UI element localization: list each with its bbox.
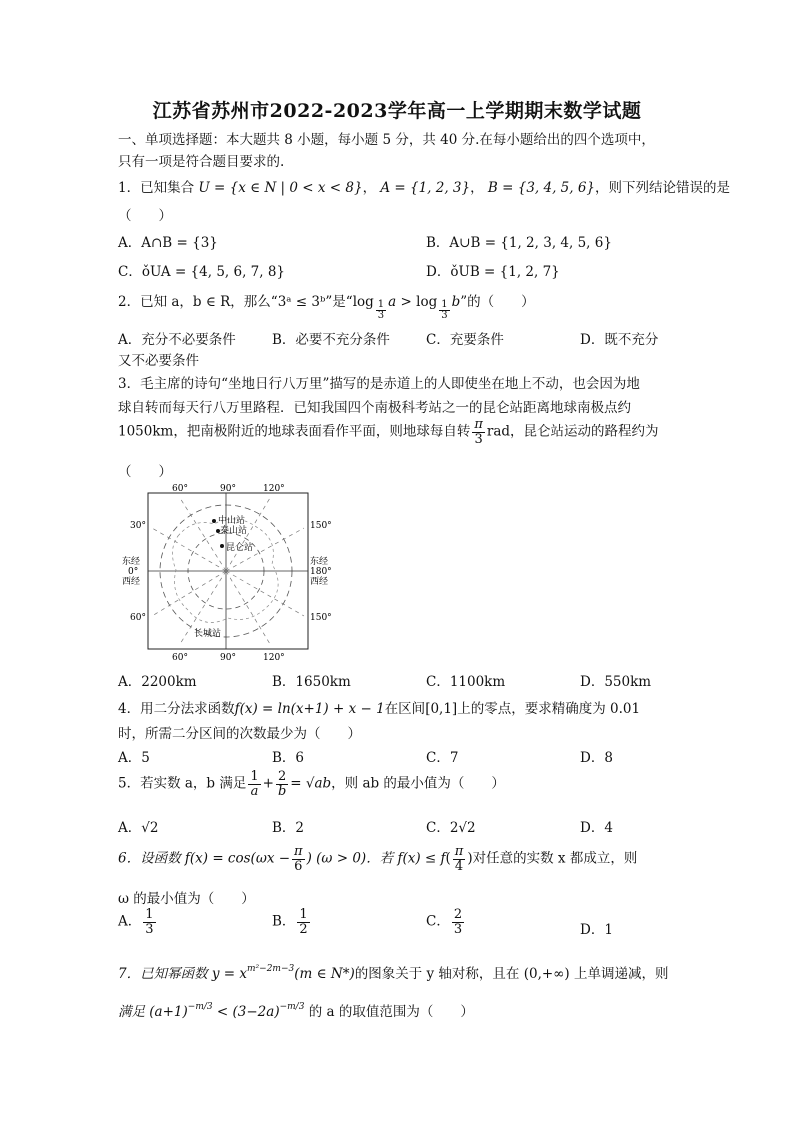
q6-mid: ．若 f(x) ≤ f xyxy=(366,850,446,867)
station-taishan-label: 泰山站 xyxy=(220,526,248,536)
q4-option-b[interactable]: B．6 xyxy=(272,750,305,766)
q2-var-a: a xyxy=(388,294,397,310)
q4-prefix: 4．用二分法求函数 xyxy=(118,701,235,717)
station-changcheng-label: 长城站 xyxy=(194,629,222,639)
q6-option-d[interactable]: D．1 xyxy=(580,922,613,938)
q7-exponent: m²−2m−3 xyxy=(247,964,295,974)
q7-line1 xyxy=(118,962,668,982)
q3-line3-suffix: rad，昆仑站运动的路程约为 xyxy=(486,423,659,440)
q7-line2-mid: < (3−2a) xyxy=(212,1004,280,1020)
map-label-left-zero: 0° xyxy=(128,567,139,577)
q3-line2: 球自转而每天行八万里路程．已知我国四个南极科考站之一的昆仑站距离地球南极点约 xyxy=(118,400,631,416)
q7-line2 xyxy=(118,1000,474,1020)
station-kunlun-label: 昆仑站 xyxy=(226,543,254,553)
station-zhongshan-marker xyxy=(212,519,216,523)
map-label-right-east: 东经 xyxy=(310,557,329,567)
q2-option-a[interactable]: A．充分不必要条件 xyxy=(118,332,236,348)
map-label-top-60: 60° xyxy=(172,484,188,494)
map-label-left-60: 60° xyxy=(130,613,146,623)
q4-mid: 在区间 xyxy=(384,701,426,717)
q7-line2-prefix: 满足 (a+1) xyxy=(118,1004,188,1020)
map-label-left-30: 30° xyxy=(130,521,146,531)
q2-log-base-b: $\frac{1}{3}$ xyxy=(441,298,448,321)
q4-suffix: 上的零点，要求精确度为 0.01 xyxy=(457,701,641,717)
q5-option-b[interactable]: B．2 xyxy=(272,820,305,836)
q3-option-b[interactable]: B．1650km xyxy=(272,674,351,690)
q1-suffix: ，则下列结论错误的是 xyxy=(595,180,731,196)
q1-option-a[interactable]: A．A∩B = {3} xyxy=(118,235,218,251)
q4-option-c[interactable]: C．7 xyxy=(426,750,459,766)
map-radial-w150 xyxy=(226,571,304,616)
q6-option-a[interactable]: A． $\frac{1}{3}$ xyxy=(118,907,154,937)
q7-exponent-3: −m/3 xyxy=(279,1002,305,1012)
q1-paren: （ ） xyxy=(118,208,172,224)
q5-fraction-2: $\frac{2}{b}$ xyxy=(277,769,287,799)
map-label-right-west: 西经 xyxy=(310,577,329,587)
q4-line2: 时，所需二分区间的次数最少为（ ） xyxy=(118,726,361,742)
q1-option-b[interactable]: B．A∪B = {1, 2, 3, 4, 5, 6} xyxy=(426,235,612,251)
q3-option-d[interactable]: D．550km xyxy=(580,674,652,690)
q3-line3-prefix: 1050km，把南极附近的地球表面看作平面，则地球每自转 xyxy=(118,423,471,440)
map-label-left-west: 西经 xyxy=(122,577,141,587)
map-label-right-150: 150° xyxy=(310,521,332,531)
q1-prefix: 1．已知集合 xyxy=(118,180,195,196)
q6-option-b-fraction: $\frac{1}{2}$ xyxy=(299,907,308,937)
q3-fraction: $\frac{\pi}{3}$ xyxy=(474,417,483,447)
q5-option-c[interactable]: C．2√2 xyxy=(426,820,476,836)
map-label-bottom-120: 120° xyxy=(263,653,285,663)
q6-stem: 6．设函数 f(x) = cos(ωx − $\frac{\pi}{6}$ ) (ω > 0)．若 f(x) ≤ f( $\frac{\pi}{4}$ )对任意的实数 x 都成立，则 xyxy=(118,844,638,874)
q6-prefix: 6．设函数 f(x) = cos xyxy=(118,850,251,867)
map-label-top-120: 120° xyxy=(263,484,285,494)
q6-arg2-fraction: $\frac{\pi}{4}$ xyxy=(454,844,464,874)
q1-set-b: B = {3, 4, 5, 6} xyxy=(487,180,596,196)
q4-line1 xyxy=(118,697,640,717)
q4-function: f(x) = ln(x+1) + x − 1 xyxy=(234,701,385,717)
page-title: 江苏省苏州市2022-2023学年高一上学期期末数学试题 xyxy=(152,100,642,122)
map-label-bottom-90: 90° xyxy=(220,653,236,663)
q6-option-c-fraction: $\frac{2}{3}$ xyxy=(453,907,463,937)
q2-option-b[interactable]: B．必要不充分条件 xyxy=(272,332,390,348)
q2-suffix: ”的（ ） xyxy=(460,294,535,310)
q5-stem xyxy=(118,770,505,798)
q1-set-u: U = {x ∈ N | 0 < x < 8} xyxy=(198,180,363,196)
q4-interval: [0,1] xyxy=(425,701,458,717)
q7-line2-suffix: 的 a 的取值范围为（ ） xyxy=(304,1004,474,1020)
station-zhongshan-label: 中山站 xyxy=(218,516,246,526)
q2-log-a: log xyxy=(352,294,374,310)
antarctic-map-figure xyxy=(118,478,338,664)
q1-option-d[interactable]: D．ǒUB = {1, 2, 7} xyxy=(426,264,560,280)
q3-option-c[interactable]: C．1100km xyxy=(426,674,506,690)
q3-line3 xyxy=(118,418,659,446)
q5-option-a[interactable]: A．√2 xyxy=(118,820,159,836)
map-radial-30 xyxy=(152,528,226,571)
q5-equation-rhs: = √ab xyxy=(290,775,332,792)
q6-suffix: 对任意的实数 x 都成立，则 xyxy=(472,850,638,867)
map-label-bottom-60: 60° xyxy=(172,653,188,663)
q6-arg-pre: (ωx − xyxy=(250,850,291,867)
section-heading-line1: 一、单项选择题：本大题共 8 小题，每小题 5 分，共 40 分.在每小题给出的四个选项中， xyxy=(118,132,655,148)
q7-exponent-2: −m/3 xyxy=(187,1002,213,1012)
q2-prefix: 2．已知 a，b ∈ R，那么“3ᵃ ≤ 3ᵇ”是“ xyxy=(118,294,353,310)
q5-fraction-1: $\frac{1}{a}$ xyxy=(250,769,259,799)
q5-suffix: ，则 ab 的最小值为（ ） xyxy=(331,775,505,792)
q2-option-d[interactable]: D．既不充分 xyxy=(580,332,659,348)
q5-plus: + xyxy=(262,775,274,792)
q6-option-a-fraction: $\frac{1}{3}$ xyxy=(145,907,154,937)
q4-option-d[interactable]: D．8 xyxy=(580,750,613,766)
q6-option-b[interactable]: B． $\frac{1}{2}$ xyxy=(272,907,308,937)
q5-option-d[interactable]: D．4 xyxy=(580,820,613,836)
q2-log-base-a: $\frac{1}{3}$ xyxy=(377,298,385,321)
q7-suffix: 的图象关于 y 轴对称，且在 (0,+∞) 上单调递减，则 xyxy=(354,966,669,982)
map-label-left-east: 东经 xyxy=(122,557,141,567)
section-heading-line2: 只有一项是符合题目要求的. xyxy=(118,154,285,170)
q6-arg-post: ) (ω > 0) xyxy=(306,850,367,867)
q2-option-c[interactable]: C．充要条件 xyxy=(426,332,504,348)
q2-option-d-wrap: 又不必要条件 xyxy=(118,353,199,369)
q1-option-c[interactable]: C．ǒUA = {4, 5, 6, 7, 8} xyxy=(118,264,286,280)
q3-option-a[interactable]: A．2200km xyxy=(118,674,197,690)
q6-arg-fraction: $\frac{\pi}{6}$ xyxy=(294,844,303,874)
q7-prefix: 7．已知幂函数 y = x xyxy=(118,966,248,982)
q5-prefix: 5．若实数 a，b 满足 xyxy=(118,775,247,792)
q6-option-c[interactable]: C． $\frac{2}{3}$ xyxy=(426,907,463,937)
q2-stem xyxy=(118,290,535,322)
station-kunlun-marker xyxy=(220,544,224,548)
q6-line2: ω 的最小值为（ ） xyxy=(118,891,255,907)
q2-var-b: b xyxy=(451,294,461,310)
q3-paren: （ ） xyxy=(118,464,172,480)
q4-option-a[interactable]: A．5 xyxy=(118,750,150,766)
q1-stem: 1．已知集合 U = {x ∈ N | 0 < x < 8}， A = {1, 2, 3}， B = {3, 4, 5, 6}，则下列结论错误的是 xyxy=(118,180,731,196)
q1-set-a: A = {1, 2, 3} xyxy=(380,180,471,196)
map-label-top-90: 90° xyxy=(220,484,236,494)
map-label-right-180: 180° xyxy=(310,567,332,577)
q7-condition: (m ∈ N*) xyxy=(294,966,355,982)
q3-line1: 3．毛主席的诗句“坐地日行八万里”描写的是赤道上的人即使坐在地上不动，也会因为地 xyxy=(118,376,640,392)
map-label-right-150b: 150° xyxy=(310,613,332,623)
q2-log-b: log xyxy=(416,294,438,310)
q2-gt: > xyxy=(400,294,412,310)
